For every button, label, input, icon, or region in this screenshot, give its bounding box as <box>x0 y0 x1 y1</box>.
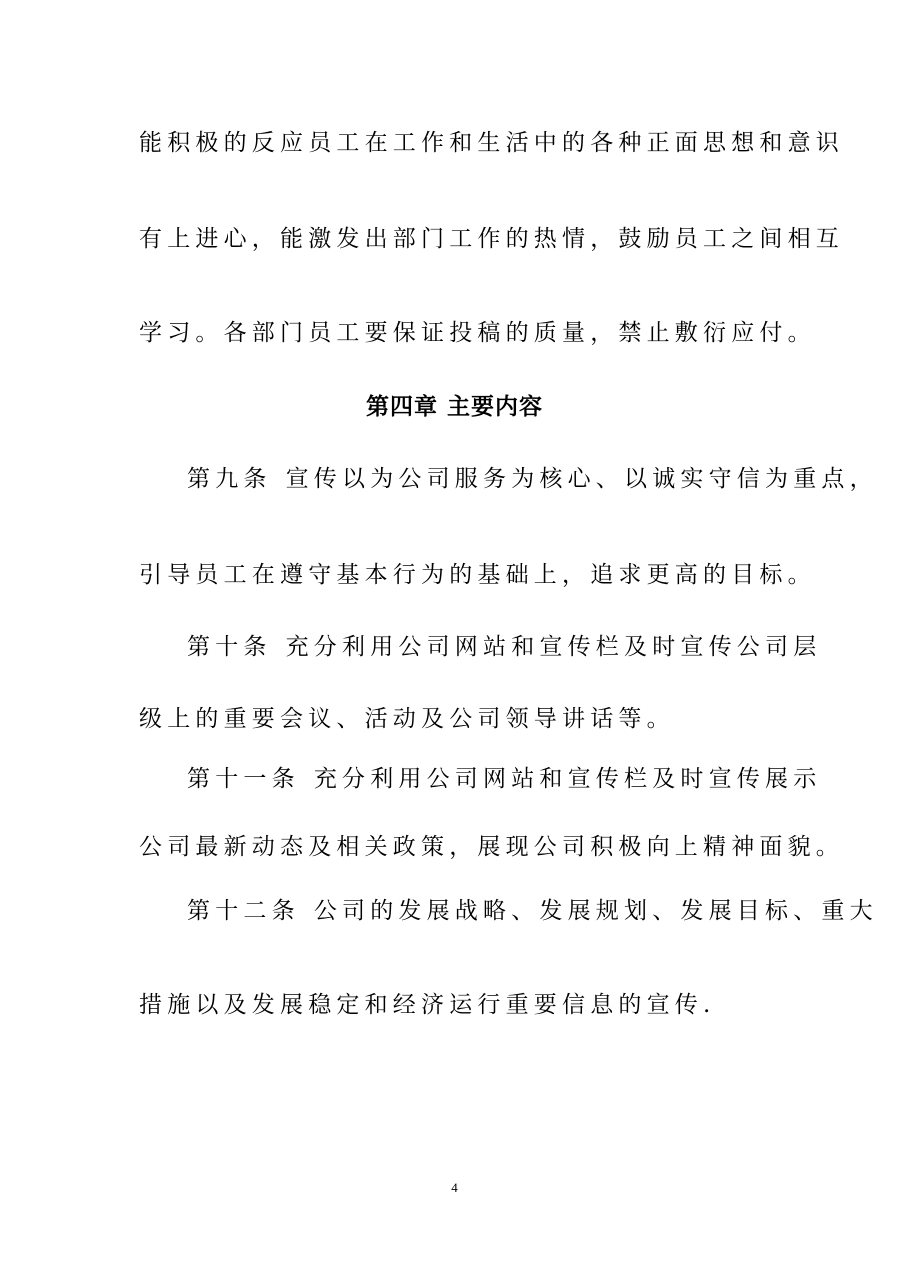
paragraph-line-2: 有上进心，能激发出部门工作的热情，鼓励员工之间相互 <box>139 226 844 252</box>
article-11-text-1: 充分利用公司网站和宣传栏及时宣传展示 <box>313 766 822 792</box>
article-9-label: 第九条 <box>187 466 272 492</box>
article-10-line-1 <box>187 632 821 662</box>
article-11-label: 第十一条 <box>187 766 300 792</box>
article-9-line-2: 引导员工在遵守基本行为的基础上，追求更高的目标。 <box>139 562 816 588</box>
article-10-text-1: 充分利用公司网站和宣传栏及时宣传公司层 <box>285 634 822 660</box>
paragraph-line-3: 学习。各部门员工要保证投稿的质量，禁止敷衍应付。 <box>139 320 816 346</box>
article-12-line-2: 措施以及发展稳定和经济运行重要信息的宣传. <box>139 992 716 1018</box>
chapter-heading: 第四章 主要内容 <box>365 393 543 420</box>
paragraph-line-1: 能积极的反应员工在工作和生活中的各种正面思想和意识 <box>139 130 844 156</box>
article-9-text-1: 宣传以为公司服务为核心、以诚实守信为重点， <box>285 466 878 492</box>
article-9-line-1 <box>187 464 878 494</box>
article-12-line-1 <box>187 896 878 926</box>
article-10-label: 第十条 <box>187 634 272 660</box>
article-12-text-1: 公司的发展战略、发展规划、发展目标、重大 <box>313 898 878 924</box>
article-10-line-2: 级上的重要会议、活动及公司领导讲话等。 <box>139 706 675 732</box>
article-12-label: 第十二条 <box>187 898 300 924</box>
page-number: 4 <box>451 1180 458 1195</box>
article-11-line-1 <box>187 764 821 794</box>
article-11-line-2: 公司最新动态及相关政策，展现公司积极向上精神面貌。 <box>139 834 844 860</box>
